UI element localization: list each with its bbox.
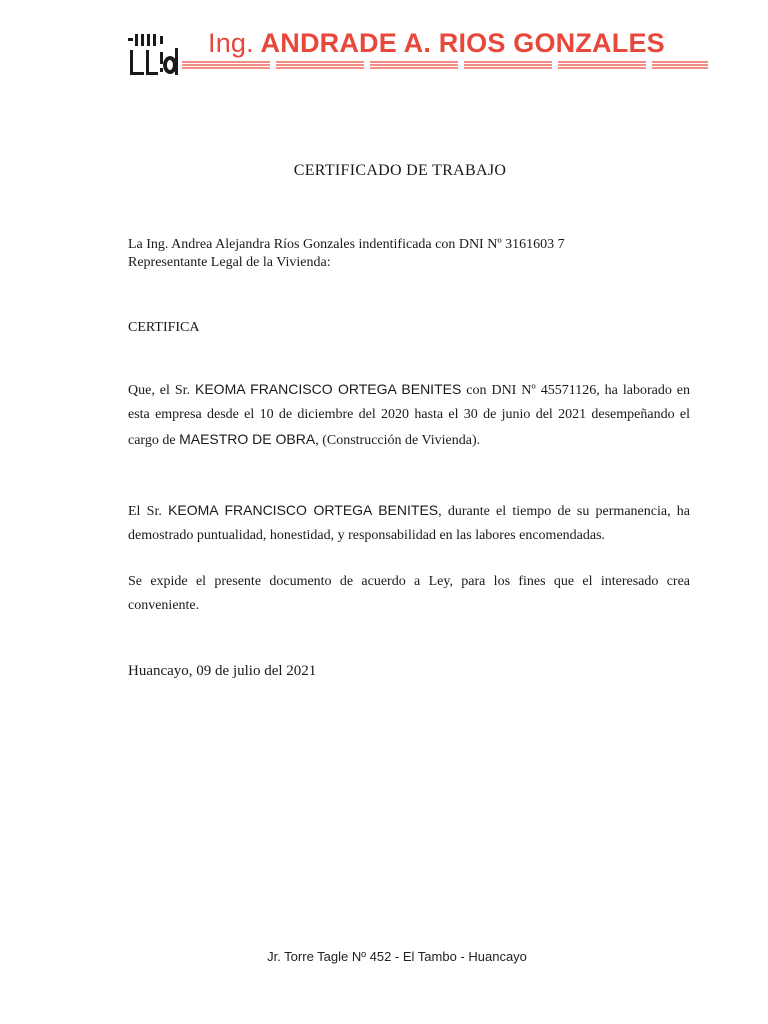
certifica-heading: CERTIFICA bbox=[128, 320, 200, 335]
employment-text-3: , (Construcción de Vivienda). bbox=[315, 433, 481, 448]
employment-text-2: con DNI Nº 45571126, ha laborado en esta empresa desde el 10 de diciembre del 2020 hasta el 30 de junio del 2021 desempeñando el cargo de bbox=[128, 383, 691, 448]
intro-line-2: Representante Legal de la Vivienda: bbox=[128, 255, 331, 270]
company-name bbox=[208, 28, 665, 59]
place-date: Huancayo, 09 de julio del 2021 bbox=[128, 663, 317, 679]
header-rule-lines bbox=[182, 60, 708, 70]
conduct-paragraph bbox=[128, 498, 690, 548]
monogram-logo-icon bbox=[126, 32, 182, 78]
conduct-text-1: El Sr. bbox=[128, 504, 169, 519]
conduct-employee-name: KEOMA FRANCISCO ORTEGA BENITES bbox=[168, 502, 439, 518]
company-name-prefix: Ing. bbox=[208, 28, 254, 58]
employment-paragraph bbox=[128, 377, 690, 453]
company-name-main: ANDRADE A. RIOS GONZALES bbox=[260, 28, 665, 58]
footer-address: Jr. Torre Tagle Nº 452 - El Tambo - Huancayo bbox=[267, 949, 527, 964]
employee-name: KEOMA FRANCISCO ORTEGA BENITES bbox=[195, 381, 462, 397]
employment-text-1: Que, el Sr. bbox=[128, 383, 195, 398]
document-title: CERTIFICADO DE TRABAJO bbox=[293, 162, 507, 179]
intro-paragraph bbox=[128, 236, 690, 272]
intro-line-1: La Ing. Andrea Alejandra Ríos Gonzales indentificada con DNI Nº 3161603 7 bbox=[128, 237, 565, 252]
issuance-paragraph: Se expide el presente documento de acuerdo a Ley, para los fines que el interesado crea conveniente. bbox=[128, 574, 690, 613]
conduct-text-2: , durante el tiempo de su permanencia, ha demostrado puntualidad, honestidad, y responsabilidad en las labores encomendadas. bbox=[128, 504, 690, 543]
employee-role: MAESTRO DE OBRA bbox=[179, 431, 316, 447]
